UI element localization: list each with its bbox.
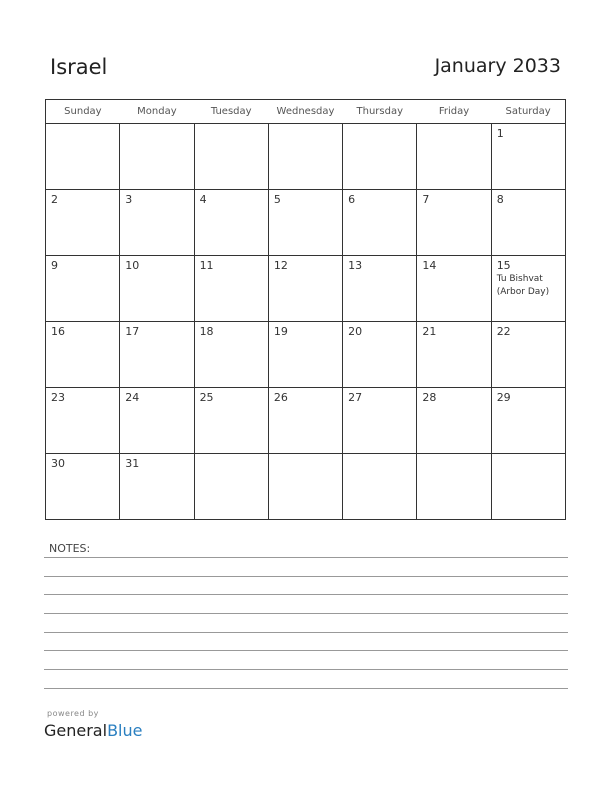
- holiday-label: Tu Bishvat (Arbor Day): [496, 274, 550, 297]
- day-number: [120, 124, 193, 127]
- brand-name-general: General: [44, 721, 108, 740]
- weekday-monday: Monday: [120, 100, 194, 124]
- weekday-header-row: [46, 100, 566, 124]
- day-number: 30: [51, 457, 65, 470]
- day-cell: [194, 256, 268, 322]
- day-number: 10: [125, 259, 140, 272]
- day-cell: [343, 322, 417, 388]
- day-number: 17: [125, 325, 140, 338]
- day-cell: [491, 256, 565, 322]
- note-line: [44, 557, 568, 558]
- day-number: [269, 124, 342, 127]
- week-row: [46, 190, 566, 256]
- day-number: 23: [51, 391, 65, 404]
- week-row: [46, 256, 566, 322]
- day-cell: [268, 124, 342, 190]
- day-number: 1: [496, 127, 504, 140]
- day-cell: [417, 190, 491, 256]
- day-cell: [46, 388, 120, 454]
- day-number: 13: [348, 259, 363, 272]
- day-cell: [491, 124, 565, 190]
- week-row: [46, 124, 566, 190]
- day-cell: [417, 124, 491, 190]
- day-number: 28: [422, 391, 437, 404]
- day-cell: [120, 322, 194, 388]
- note-line: [44, 650, 568, 651]
- powered-by-text: powered by: [47, 709, 99, 718]
- day-cell: [46, 190, 120, 256]
- weekday-thursday: Thursday: [343, 100, 417, 124]
- day-cell: [46, 322, 120, 388]
- day-number: 11: [199, 259, 214, 272]
- day-number: [343, 454, 416, 457]
- day-number: 22: [496, 325, 511, 338]
- day-number: 15: [496, 259, 511, 272]
- day-cell: [268, 322, 342, 388]
- day-cell: [46, 124, 120, 190]
- day-cell: [417, 256, 491, 322]
- day-cell: [120, 256, 194, 322]
- note-line: [44, 669, 568, 670]
- day-cell: [194, 124, 268, 190]
- day-number: 2: [51, 193, 58, 206]
- note-line: [44, 688, 568, 689]
- day-number: [195, 454, 268, 457]
- day-cell: [491, 190, 565, 256]
- day-number: 3: [125, 193, 133, 206]
- country-title: Israel: [50, 55, 108, 79]
- day-cell: [343, 190, 417, 256]
- day-number: 6: [348, 193, 356, 206]
- day-cell: [46, 256, 120, 322]
- day-cell: [491, 454, 565, 520]
- day-cell: [194, 388, 268, 454]
- day-number: 9: [51, 259, 58, 272]
- day-cell: [343, 124, 417, 190]
- day-number: 16: [51, 325, 65, 338]
- day-cell: [491, 322, 565, 388]
- day-cell: [120, 388, 194, 454]
- day-number: 26: [273, 391, 288, 404]
- day-cell: [194, 454, 268, 520]
- month-year-title: January 2033: [434, 55, 561, 77]
- day-cell: [343, 454, 417, 520]
- note-line: [44, 576, 568, 577]
- day-number: [269, 454, 342, 457]
- note-line: [44, 632, 568, 633]
- day-number: 5: [273, 193, 281, 206]
- day-cell: [343, 388, 417, 454]
- day-cell: [120, 454, 194, 520]
- day-cell: [268, 256, 342, 322]
- weekday-saturday: Saturday: [491, 100, 565, 124]
- day-number: 7: [422, 193, 430, 206]
- day-cell: [46, 454, 120, 520]
- day-cell: [194, 322, 268, 388]
- note-line: [44, 594, 568, 595]
- day-number: [417, 124, 490, 127]
- day-number: [195, 124, 268, 127]
- day-number: 25: [199, 391, 214, 404]
- day-cell: [417, 388, 491, 454]
- brand-logo: [44, 721, 142, 740]
- calendar-grid: [45, 99, 566, 520]
- weekday-tuesday: Tuesday: [194, 100, 268, 124]
- day-number: 27: [348, 391, 363, 404]
- day-number: 19: [273, 325, 288, 338]
- day-cell: [120, 124, 194, 190]
- day-number: 18: [199, 325, 214, 338]
- day-number: 4: [199, 193, 207, 206]
- day-cell: [268, 190, 342, 256]
- day-cell: [194, 190, 268, 256]
- week-row: [46, 322, 566, 388]
- week-row: [46, 388, 566, 454]
- day-number: [46, 124, 119, 127]
- day-number: 12: [273, 259, 288, 272]
- day-number: 29: [496, 391, 511, 404]
- day-number: 14: [422, 259, 437, 272]
- day-cell: [268, 388, 342, 454]
- day-number: [417, 454, 490, 457]
- day-number: 20: [348, 325, 363, 338]
- brand-name-blue: Blue: [107, 721, 143, 740]
- weekday-friday: Friday: [417, 100, 491, 124]
- day-cell: [417, 454, 491, 520]
- day-number: [343, 124, 416, 127]
- day-number: 24: [125, 391, 140, 404]
- day-number: 21: [422, 325, 437, 338]
- day-cell: [491, 388, 565, 454]
- day-cell: [120, 190, 194, 256]
- week-row: [46, 454, 566, 520]
- day-cell: [343, 256, 417, 322]
- notes-label: NOTES:: [49, 542, 91, 555]
- day-number: 8: [496, 193, 504, 206]
- day-cell: [417, 322, 491, 388]
- day-number: 31: [125, 457, 140, 470]
- day-number: [492, 454, 565, 457]
- day-cell: [268, 454, 342, 520]
- note-line: [44, 613, 568, 614]
- weekday-wednesday: Wednesday: [268, 100, 342, 124]
- weekday-sunday: Sunday: [46, 100, 120, 124]
